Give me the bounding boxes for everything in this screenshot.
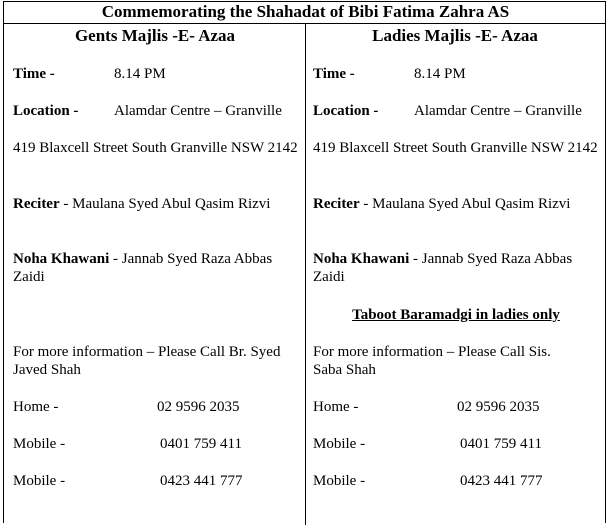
ladies-noha-value: - Jannab Syed Raza Abbas Zaidi — [313, 251, 573, 285]
ladies-location-value: Alamdar Centre – Granville — [414, 103, 582, 119]
gents-mobile2-label: Mobile - — [13, 473, 66, 489]
gents-time-label: Time - — [13, 66, 55, 82]
ladies-reciter-value: - Maulana Syed Abul Qasim Rizvi — [359, 196, 571, 212]
gents-mobile1-label: Mobile - — [13, 436, 66, 452]
ladies-column — [306, 24, 604, 50]
ladies-address: 419 Blaxcell Street South Granville NSW 2142 — [313, 140, 598, 156]
ladies-home-label: Home - — [313, 399, 359, 415]
gents-address: 419 Blaxcell Street South Granville NSW 2142 — [13, 140, 298, 156]
gents-noha-label: Noha Khawani — [13, 251, 110, 267]
gents-column — [6, 24, 304, 50]
ladies-home-value: 02 9596 2035 — [457, 399, 540, 415]
ladies-mobile1-label: Mobile - — [313, 436, 366, 452]
gents-time-value: 8.14 PM — [114, 66, 166, 82]
ladies-time-label: Time - — [313, 66, 355, 82]
gents-noha-value: - Jannab Syed Raza Abbas Zaidi — [13, 251, 273, 285]
column-divider — [305, 23, 306, 525]
ladies-noha — [313, 250, 601, 286]
ladies-location-label: Location - — [313, 103, 379, 119]
document-title: Commemorating the Shahadat of Bibi Fatima Zahra AS — [101, 2, 510, 21]
gents-reciter-value: - Maulana Syed Abul Qasim Rizvi — [59, 196, 271, 212]
ladies-time-value: 8.14 PM — [414, 66, 466, 82]
gents-noha — [13, 250, 301, 286]
ladies-mobile2-value: 0423 441 777 — [460, 473, 543, 489]
gents-home-value: 02 9596 2035 — [157, 399, 240, 415]
ladies-heading: Ladies Majlis -E- Azaa — [372, 26, 538, 45]
ladies-reciter-label: Reciter — [313, 196, 360, 212]
ladies-mobile1-value: 0401 759 411 — [460, 436, 542, 452]
gents-reciter — [13, 195, 273, 213]
gents-heading: Gents Majlis -E- Azaa — [74, 26, 236, 45]
gents-mobile2-value: 0423 441 777 — [160, 473, 243, 489]
ladies-taboot-note: Taboot Baramadgi in ladies only — [352, 307, 560, 323]
ladies-reciter — [313, 195, 573, 213]
gents-reciter-label: Reciter — [13, 196, 60, 212]
gents-home-label: Home - — [13, 399, 59, 415]
gents-location-label: Location - — [13, 103, 79, 119]
ladies-info: For more information – Please Call Sis. Saba Shah — [313, 344, 551, 378]
ladies-noha-label: Noha Khawani — [313, 251, 410, 267]
ladies-mobile2-label: Mobile - — [313, 473, 366, 489]
gents-mobile1-value: 0401 759 411 — [160, 436, 242, 452]
gents-location-value: Alamdar Centre – Granville — [114, 103, 282, 119]
gents-info: For more information – Please Call Br. Syed Javed Shah — [13, 344, 281, 378]
